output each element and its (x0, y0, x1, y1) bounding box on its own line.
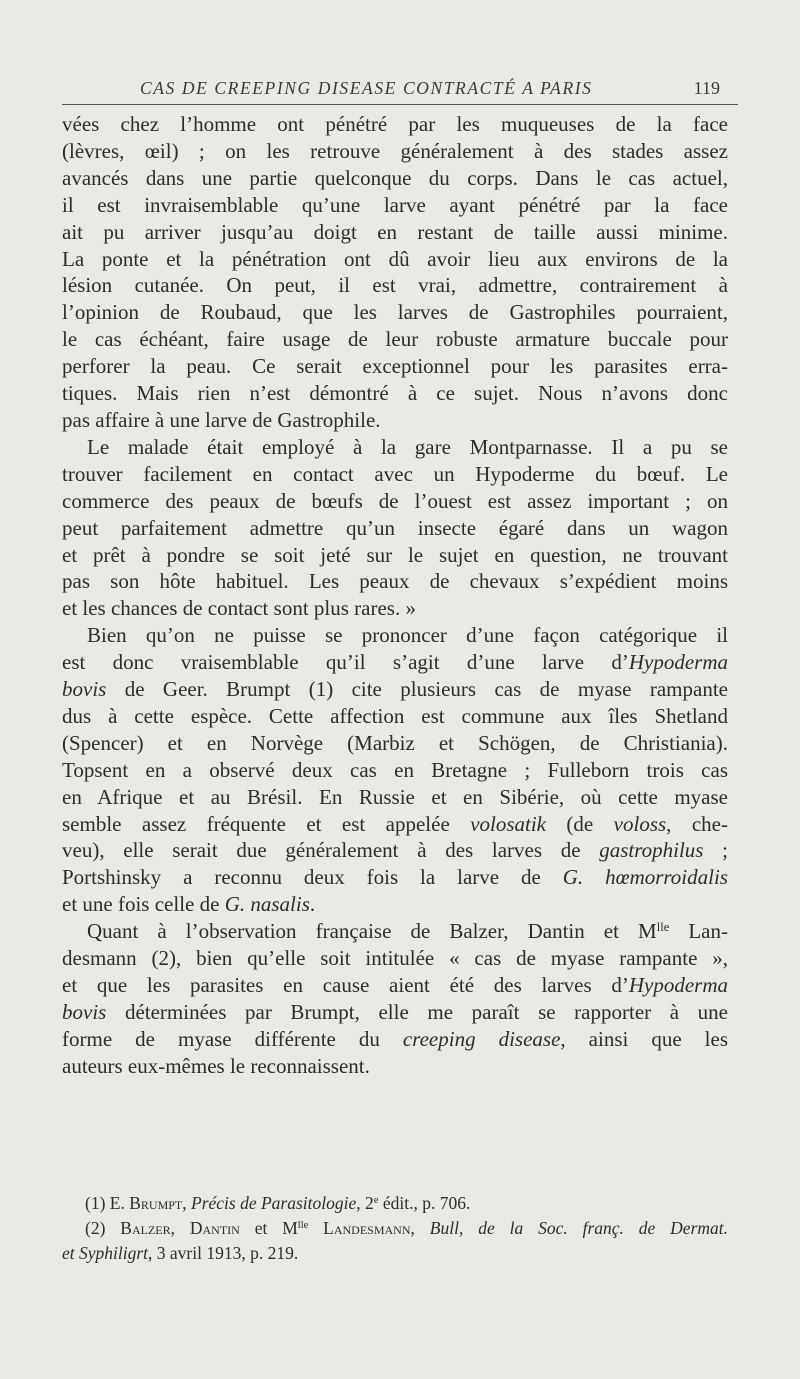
footnotes (62, 1191, 728, 1266)
text-line (62, 864, 728, 891)
italic-text: gastrophilus (599, 838, 704, 863)
text-line (62, 1053, 728, 1080)
text-run: pas son hôte habituel. Les peaux de chevaux s’expédient moins (62, 569, 728, 594)
text-line (62, 326, 728, 353)
italic-text: volosatik (470, 811, 547, 836)
text-run: , che- (666, 811, 728, 836)
italic-text: Hypoderma (628, 973, 728, 997)
author-name: Landesmann (323, 1218, 411, 1238)
text-line (62, 542, 728, 569)
text-run: et prêt à pondre se soit jeté sur le sujet en question, ne trouvant (62, 542, 728, 567)
page-header (62, 70, 738, 105)
text-line (62, 568, 728, 595)
text-line (62, 219, 728, 246)
italic-text: G. hœmorroidalis (562, 865, 728, 890)
text-run: , (410, 1218, 430, 1238)
text-run: veu), elle serait due généralement à des larves de (62, 838, 600, 863)
text-run: (lèvres, œil) ; on les retrouve généralement à des stades assez (62, 138, 728, 163)
text-run: semble assez fréquente et est appelée (62, 811, 471, 836)
text-run: édit., p. 706. (378, 1193, 471, 1213)
text-run: (2) (85, 1218, 121, 1238)
superscript: lle (297, 1220, 309, 1232)
text-run: forme de myase différente du (62, 1026, 403, 1051)
text-line (62, 676, 728, 703)
text-line (62, 299, 728, 326)
text-run: déterminées par Brumpt, elle me paraît se rapporter à une (106, 999, 728, 1024)
text-run: La ponte et la pénétration ont dû avoir lieu aux environs de la (62, 246, 728, 271)
text-run: trouver facilement en contact avec un Hypoderme du bœuf. Le (62, 461, 728, 486)
italic-text: bovis (62, 999, 107, 1024)
footnote-line (62, 1216, 728, 1241)
text-run: ait pu arriver jusqu’au doigt en restant de taille aussi minime. (62, 219, 728, 244)
text-line (62, 380, 728, 407)
text-line (62, 811, 728, 838)
superscript: e (373, 1195, 379, 1207)
text-line (62, 649, 728, 676)
text-run: Topsent en a observé deux cas en Bretagne ; Fulleborn trois cas (62, 757, 728, 782)
running-title: CAS DE CREEPING DISEASE CONTRACTÉ A PARIS (140, 78, 593, 98)
text-line (62, 703, 728, 730)
text-line (62, 891, 728, 918)
text-line (62, 488, 728, 515)
text-run: desmann (2), bien qu’elle soit intitulée « cas de myase rampante », (62, 946, 728, 971)
italic-text: Hypoderma (628, 650, 728, 675)
text-run: tiques. Mais rien n’est démontré à ce sujet. Nous n’avons donc (62, 381, 728, 406)
text-run: de Geer. Brumpt (1) cite plusieurs cas de myase rampante (106, 677, 728, 702)
text-run: Quant à l’observation française de Balzer, Dantin et M (87, 919, 657, 944)
text-run: commerce des peaux de bœufs de l’ouest est assez important ; on (62, 488, 728, 513)
text-run: , (182, 1193, 192, 1213)
text-run: pas affaire à une larve de Gastrophile. (62, 407, 381, 432)
text-line (62, 272, 728, 299)
superscript: lle (656, 920, 670, 935)
text-run: l’opinion de Roubaud, que les larves de Gastrophiles pourraient, (62, 300, 728, 325)
text-run (308, 1218, 323, 1238)
text-run: Le malade était employé à la gare Montparnasse. Il a pu se (87, 434, 728, 459)
text-line (62, 784, 728, 811)
italic-text: G. nasalis (224, 892, 310, 917)
text-line (62, 622, 728, 649)
text-run: le cas échéant, faire usage de leur robuste armature buccale pour (62, 327, 728, 352)
text-line (62, 730, 728, 757)
text-run: et les chances de contact sont plus rares. » (62, 596, 416, 621)
text-run: ; (703, 838, 728, 863)
text-line (62, 837, 728, 864)
italic-text: Précis de Parasitologie (191, 1193, 357, 1213)
author-name: Dantin (189, 1218, 240, 1238)
text-line (62, 165, 728, 192)
text-line (62, 515, 728, 542)
text-run: et une fois celle de (62, 892, 225, 917)
italic-text: bovis (62, 677, 107, 702)
footnote-line (62, 1191, 728, 1216)
italic-text: voloss (613, 811, 667, 836)
text-run: , 3 avril 1913, p. 219. (148, 1243, 299, 1263)
page-number: 119 (693, 78, 720, 98)
text-run: et M (239, 1218, 298, 1238)
text-line (62, 461, 728, 488)
italic-text: creeping disease (402, 1026, 561, 1051)
text-run: (de (546, 811, 614, 836)
text-run: , ainsi que les (560, 1026, 729, 1051)
text-run: lésion cutanée. On peut, il est vrai, admettre, contrairement à (62, 273, 728, 298)
text-line (62, 757, 728, 784)
text-run: peut parfaitement admettre qu’un insecte égaré dans un wagon (62, 515, 728, 540)
text-run: Bien qu’on ne puisse se prononcer d’une façon catégorique il (87, 623, 728, 648)
author-name: Balzer (120, 1218, 171, 1238)
text-run: vées chez l’homme ont pénétré par les muqueuses de la face (62, 112, 728, 136)
italic-text: et Syphiligrt (62, 1243, 149, 1263)
body-text (62, 111, 728, 1080)
text-line (62, 1026, 728, 1053)
text-run: est donc vraisemblable qu’il s’agit d’une larve d’ (62, 650, 629, 675)
text-run: , 2 (356, 1193, 374, 1213)
text-line (62, 353, 728, 380)
text-run: (Spencer) et en Norvège (Marbiz et Schögen, de Christiania). (62, 730, 728, 755)
text-run: . (309, 892, 316, 917)
text-line (62, 246, 728, 273)
text-line (62, 407, 728, 434)
author-name: Brumpt (129, 1193, 183, 1213)
text-run: perforer la peau. Ce serait exceptionnel pour les parasites erra- (62, 354, 728, 379)
text-run: en Afrique et au Brésil. En Russie et en Sibérie, où cette myase (62, 784, 728, 809)
text-run: (1) E. (85, 1193, 130, 1213)
text-line (62, 192, 728, 219)
text-line (62, 434, 728, 461)
italic-text: Bull, de la Soc. franç. de Dermat. (429, 1218, 728, 1238)
text-line (62, 945, 728, 972)
text-run: dus à cette espèce. Cette affection est commune aux îles Shetland (62, 703, 728, 728)
text-line (62, 138, 728, 165)
text-run: il est invraisemblable qu’une larve ayant pénétré par la face (62, 192, 728, 217)
text-line (62, 999, 728, 1026)
text-line (62, 918, 728, 945)
text-run: Lan- (669, 919, 728, 944)
text-run: avancés dans une partie quelconque du corps. Dans le cas actuel, (62, 165, 728, 190)
text-run: Portshinsky a reconnu deux fois la larve de (62, 865, 563, 890)
text-line (62, 595, 728, 622)
text-line (62, 972, 728, 999)
text-run: et que les parasites en cause aient été des larves d’ (62, 973, 629, 997)
text-run: , (170, 1218, 190, 1238)
text-line (62, 111, 728, 138)
text-run: auteurs eux-mêmes le reconnaissent. (62, 1053, 370, 1078)
footnote-line (62, 1241, 728, 1266)
